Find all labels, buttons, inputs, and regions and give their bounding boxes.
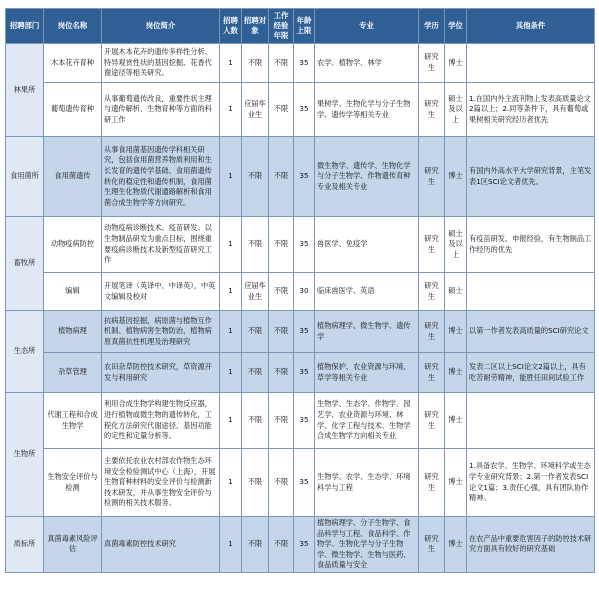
cell-major: 植物保护、农业资源与环境、草学等相关专业 <box>315 353 419 393</box>
header-age: 年龄上限 <box>294 9 315 44</box>
cell-position: 代谢工程和合成生物学 <box>44 393 102 449</box>
cell-education: 研究生 <box>419 137 445 217</box>
cell-intro: 动物疫病诊断技术、疫苗研发。以生物制品研发为重点目标，围绕重要疫病诊断技术及新型疫苗研究工作 <box>102 217 220 273</box>
cell-experience: 不限 <box>269 217 294 273</box>
cell-target: 不限 <box>242 217 269 273</box>
cell-education: 研究生 <box>419 311 445 353</box>
cell-age: 30 <box>294 273 315 311</box>
cell-experience: 不限 <box>269 393 294 449</box>
cell-experience: 不限 <box>269 517 294 573</box>
dept-cell-livestock: 畜牧所 <box>6 217 44 311</box>
cell-intro: 从事葡萄遗传改良，重要性状主理与遗传解析、生物育种等方面的科研工作 <box>102 83 220 137</box>
cell-position: 编辑 <box>44 273 102 311</box>
header-experience: 工作经验年限 <box>269 9 294 44</box>
table-row <box>6 393 595 449</box>
header-dept: 招聘部门 <box>6 9 44 44</box>
cell-education: 研究生 <box>419 217 445 273</box>
table-row <box>6 83 595 137</box>
header-count: 招聘人数 <box>220 9 242 44</box>
table-row <box>6 353 595 393</box>
dept-cell-fungi: 食用菌所 <box>6 137 44 217</box>
table-row <box>6 449 595 517</box>
cell-target: 应届毕业生 <box>242 83 269 137</box>
cell-other: 在农产品中重要危害因子的防控技术研究方面具有较好的研究基础 <box>467 517 595 573</box>
cell-education: 研究生 <box>419 353 445 393</box>
cell-target: 应届毕业生 <box>242 273 269 311</box>
cell-count: 1 <box>220 44 242 83</box>
cell-degree: 硕士及以上 <box>445 217 467 273</box>
cell-intro: 主要依托农业农村部农作物生态环境安全检验测试中心（上海），开展生物育种材料的安全评价与检测新技术研发，并从事生物安全评价与检测的相关技术服务。 <box>102 449 220 517</box>
cell-degree: 博士 <box>445 353 467 393</box>
cell-position: 植物病理 <box>44 311 102 353</box>
cell-major: 兽医学、免疫学 <box>315 217 419 273</box>
cell-count: 1 <box>220 353 242 393</box>
cell-age: 35 <box>294 311 315 353</box>
cell-target: 不限 <box>242 517 269 573</box>
cell-experience: 不限 <box>269 83 294 137</box>
header-education: 学历 <box>419 9 445 44</box>
cell-other: 1.在国内外主流刊物上发表高质量论文2篇以上；2.同等条件下，具有葡萄或果树相关研究经历者优先 <box>467 83 595 137</box>
cell-position: 真菌毒素风险评估 <box>44 517 102 573</box>
table-row <box>6 217 595 273</box>
dept-cell-quality: 质标所 <box>6 517 44 573</box>
cell-major: 植物病理学、分子生物学、食品科学与工程、食品科学、作物学、生物化学与分子生物学、微生物学、生物与医药、食品质量与安全 <box>315 517 419 573</box>
cell-experience: 不限 <box>269 137 294 217</box>
cell-major: 生物学、生态学、作物学、园艺学、农业资源与环境、林学、化学工程与技术、生物学合成生物学方向相关专业 <box>315 393 419 449</box>
cell-target: 不限 <box>242 393 269 449</box>
cell-target: 不限 <box>242 353 269 393</box>
cell-experience: 不限 <box>269 311 294 353</box>
cell-position: 动物疫病防控 <box>44 217 102 273</box>
cell-position: 食用菌遗传 <box>44 137 102 217</box>
cell-other <box>467 273 595 311</box>
table-row <box>6 517 595 573</box>
cell-other: 发表二区以上SCI论文2篇以上，具有吃苦耐劳精神，能胜任田间试验工作 <box>467 353 595 393</box>
dept-cell-biology: 生物所 <box>6 393 44 517</box>
cell-major: 微生物学、遗传学、生物化学与分子生物学、作物遗传育种专业及相关专业 <box>315 137 419 217</box>
recruitment-table <box>5 8 595 573</box>
cell-degree: 博士 <box>445 393 467 449</box>
cell-degree: 博士 <box>445 311 467 353</box>
cell-other <box>467 44 595 83</box>
cell-target: 不限 <box>242 44 269 83</box>
cell-degree: 硕士及以上 <box>445 83 467 137</box>
cell-major: 生物学、农学、生态学、环境科学与工程 <box>315 449 419 517</box>
cell-intro: 开展木本花卉的遗传多样性分析、特异观赏性状的基因挖掘、花香代谢途径等相关研究。 <box>102 44 220 83</box>
cell-other: 有国内外高水平大学研究背景，主笔发表1区SCI论文者优先。 <box>467 137 595 217</box>
cell-other: 1.具备农学、生物学、环境科学或生态学专业研究背景；2.第一作者发表SCI论文1篇；3.责任心强，具有团队协作精神。 <box>467 449 595 517</box>
cell-degree: 硕士 <box>445 273 467 311</box>
cell-count: 1 <box>220 311 242 353</box>
cell-age: 35 <box>294 517 315 573</box>
cell-degree: 博士 <box>445 137 467 217</box>
table-row <box>6 137 595 217</box>
cell-major: 临床兽医学、英语 <box>315 273 419 311</box>
cell-education: 研究生 <box>419 83 445 137</box>
cell-education: 研究生 <box>419 273 445 311</box>
cell-education: 研究生 <box>419 517 445 573</box>
cell-age: 35 <box>294 83 315 137</box>
cell-education: 研究生 <box>419 449 445 517</box>
header-target: 招聘对象 <box>242 9 269 44</box>
cell-count: 1 <box>220 273 242 311</box>
cell-intro: 抗病基因挖掘，病原菌与植物互作机制、植物病害生物防治，植物病原真菌抗性机理及治理研究 <box>102 311 220 353</box>
table-row <box>6 311 595 353</box>
header-row <box>6 9 595 44</box>
cell-experience: 不限 <box>269 449 294 517</box>
header-other: 其他条件 <box>467 9 595 44</box>
cell-intro: 从事食用菌基因遗传学科相关研究，包括食用菌营养物质利用和生长发育的遗传学基础、食用菌遗传转化的稳定性和遗传机制，食用菌生理生化物质代谢通路解析和食用菌合成生物学等方向研究。 <box>102 137 220 217</box>
cell-degree: 博士 <box>445 44 467 83</box>
cell-major: 植物病理学、微生物学、遗传学 <box>315 311 419 353</box>
dept-cell-ecology: 生态所 <box>6 311 44 393</box>
cell-target: 不限 <box>242 449 269 517</box>
cell-education: 研究生 <box>419 44 445 83</box>
cell-other: 有疫苗研发、申报经验，有生物制品工作经历的优先 <box>467 217 595 273</box>
table-row <box>6 44 595 83</box>
cell-target: 不限 <box>242 311 269 353</box>
cell-age: 35 <box>294 353 315 393</box>
header-intro: 岗位简介 <box>102 9 220 44</box>
header-degree: 学位 <box>445 9 467 44</box>
cell-target: 不限 <box>242 137 269 217</box>
cell-intro: 开展笔译（英译中、中译英），中英文编辑及校对 <box>102 273 220 311</box>
cell-position: 葡萄遗传育种 <box>44 83 102 137</box>
cell-intro: 真菌毒素防控技术研究 <box>102 517 220 573</box>
cell-age: 35 <box>294 44 315 83</box>
table-row <box>6 273 595 311</box>
cell-degree: 博士 <box>445 517 467 573</box>
cell-age: 35 <box>294 217 315 273</box>
cell-count: 1 <box>220 449 242 517</box>
cell-count: 1 <box>220 517 242 573</box>
cell-degree: 博士 <box>445 449 467 517</box>
cell-age: 35 <box>294 449 315 517</box>
cell-age: 35 <box>294 137 315 217</box>
cell-age: 35 <box>294 393 315 449</box>
cell-position: 杂草管理 <box>44 353 102 393</box>
cell-position: 生物安全评价与检测 <box>44 449 102 517</box>
cell-major: 果树学、生物化学与分子生物学、遗传学等相关专业 <box>315 83 419 137</box>
cell-other: 以第一作者发表高质量的SCI研究论文 <box>467 311 595 353</box>
cell-intro: 利用合成生物学构建生物反应器，进行植物或微生物的遗传转化，工程化方法研究代谢途径、基因功能的定性和定量分析等。 <box>102 393 220 449</box>
cell-position: 木本花卉育种 <box>44 44 102 83</box>
cell-education: 研究生 <box>419 393 445 449</box>
cell-count: 1 <box>220 217 242 273</box>
cell-experience: 不限 <box>269 273 294 311</box>
dept-cell-forestry: 林果所 <box>6 44 44 137</box>
cell-count: 1 <box>220 83 242 137</box>
cell-experience: 不限 <box>269 353 294 393</box>
cell-count: 1 <box>220 137 242 217</box>
cell-major: 农学、植物学、林学 <box>315 44 419 83</box>
header-position: 岗位名称 <box>44 9 102 44</box>
header-major: 专业 <box>315 9 419 44</box>
cell-count: 1 <box>220 393 242 449</box>
cell-experience: 不限 <box>269 44 294 83</box>
cell-other <box>467 393 595 449</box>
cell-intro: 农田杂草防控技术研究，草资源开发与利用研究 <box>102 353 220 393</box>
